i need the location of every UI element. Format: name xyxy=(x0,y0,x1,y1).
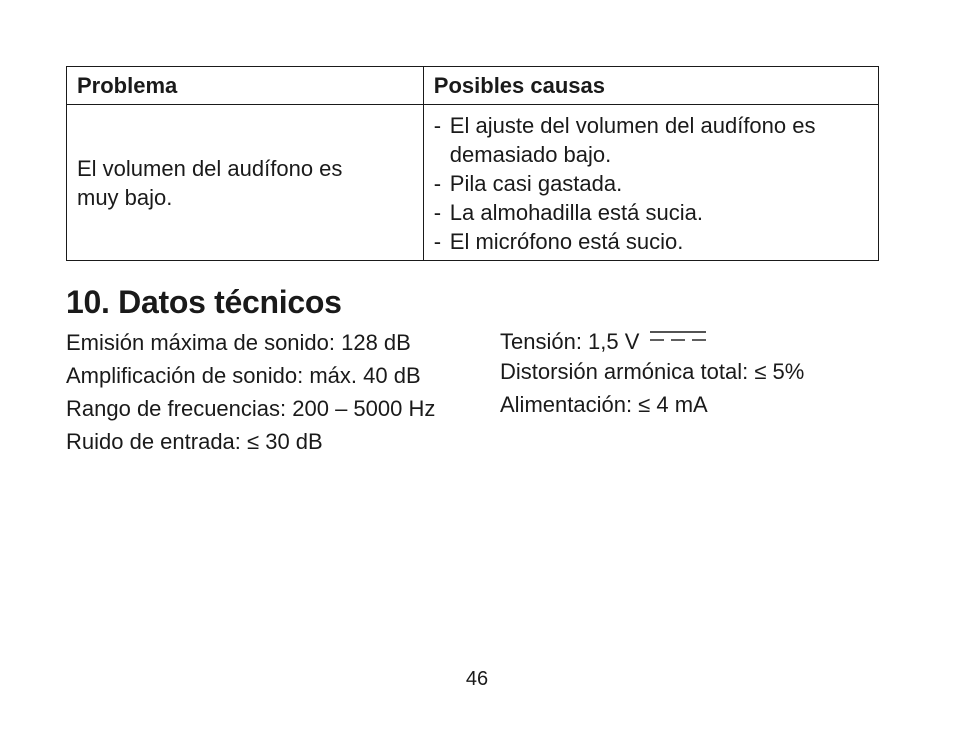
cause-list xyxy=(434,111,868,256)
cause-item: - La almohadilla está sucia. xyxy=(434,198,868,227)
causes-cell xyxy=(423,105,878,261)
spec-total-harmonic-distortion: Distorsión armónica total: ≤ 5% xyxy=(500,359,805,384)
cause-item: - El ajuste del volumen del audífono es demasiado bajo. xyxy=(434,111,868,169)
spec-sound-amplification: Amplificación de sonido: máx. 40 dB xyxy=(66,363,421,388)
problem-text: El volumen del audífono es muy bajo. xyxy=(77,155,343,210)
section-title: 10. Datos técnicos xyxy=(66,284,342,320)
direct-current-icon xyxy=(650,329,706,343)
spec-frequency-range: Rango de frecuencias: 200 – 5000 Hz xyxy=(66,396,436,421)
specs-left-column xyxy=(66,326,435,458)
page-number: 46 xyxy=(465,668,489,690)
spec-voltage-line xyxy=(500,326,804,357)
specs-right-column xyxy=(500,326,804,424)
table-row xyxy=(67,105,879,261)
cause-item: - El micrófono está sucio. xyxy=(434,227,868,256)
spec-voltage: Tensión: 1,5 V xyxy=(500,329,640,354)
header-problem: Problema xyxy=(67,67,424,105)
table-header-row xyxy=(67,67,879,105)
troubleshooting-table xyxy=(66,66,879,261)
spec-max-sound-output: Emisión máxima de sonido: 128 dB xyxy=(66,330,411,355)
problem-cell xyxy=(67,105,424,261)
cause-item: - Pila casi gastada. xyxy=(434,169,868,198)
spec-input-noise: Ruido de entrada: ≤ 30 dB xyxy=(66,429,323,454)
header-possible-causes: Posibles causas xyxy=(423,67,878,105)
spec-power-consumption: Alimentación: ≤ 4 mA xyxy=(500,392,708,417)
